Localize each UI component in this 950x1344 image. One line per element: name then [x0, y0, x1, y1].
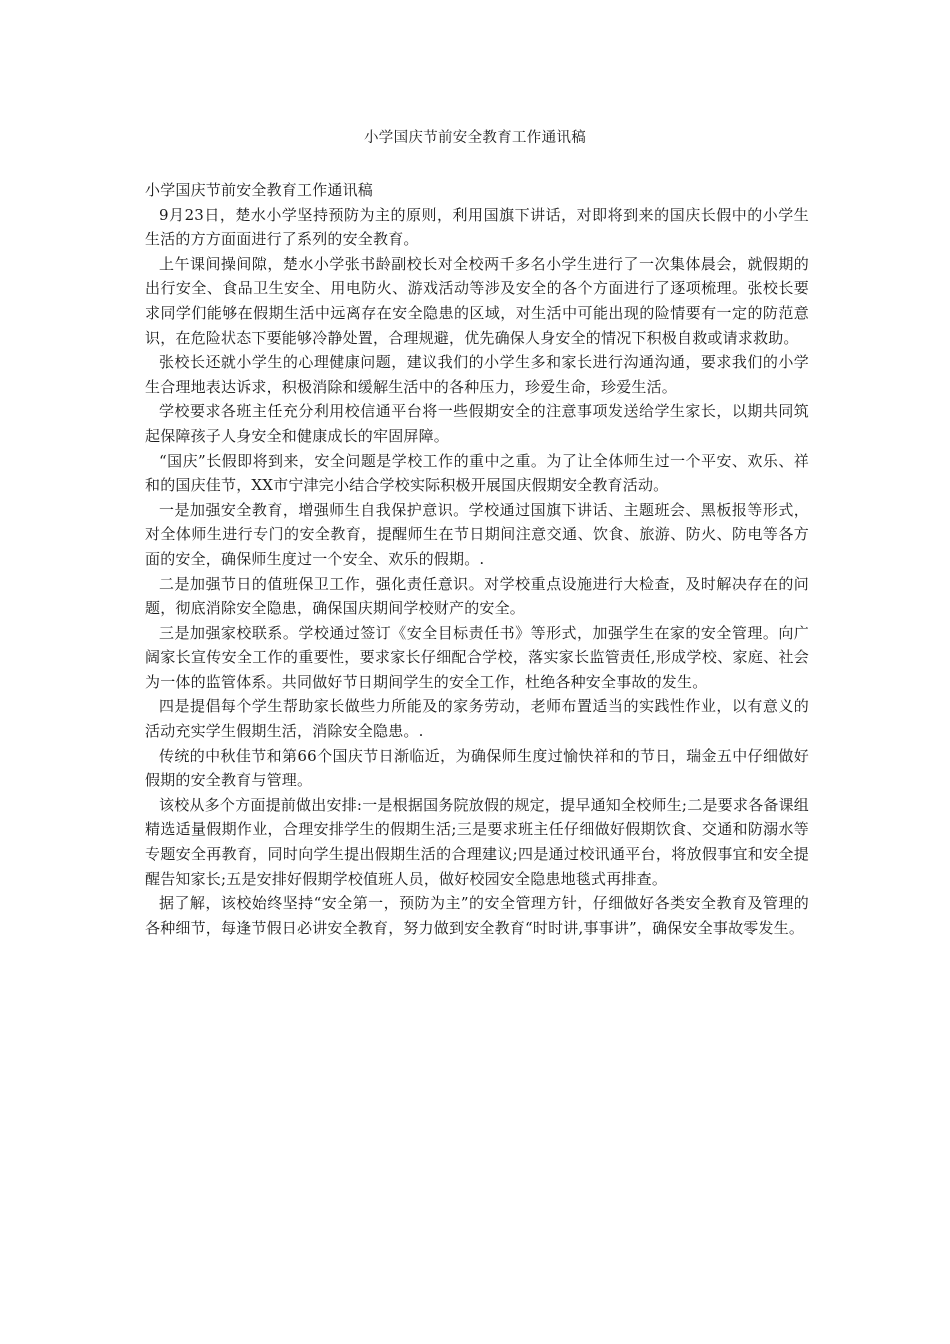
paragraph: 该校从多个方面提前做出安排:一是根据国务院放假的规定，提早通知全校师生;二是要求各备课组精选适量假期作业，合理安排学生的假期生活;三是要求班主任仔细做好假期饮食、交通和防溺水等专题安全再教育，同时向学生提出假期生活的合理建议;四是通过校讯通平台，将放假事宜和安全提醒告知家长;五是安排好假期学校值班人员，做好校园安全隐患地毯式再排查。 [145, 795, 809, 888]
paragraph: 四是提倡每个学生帮助家长做些力所能及的家务劳动，老师布置适当的实践性作业，以有意义的活动充实学生假期生活，消除安全隐患。. [145, 697, 809, 741]
document-title: 小学国庆节前安全教育工作通讯稿 [364, 130, 586, 146]
paragraph: 学校要求各班主任充分利用校信通平台将一些假期安全的注意事项发送给学生家长，以期共同筑起保障孩子人身安全和健康成长的牢固屏障。 [145, 402, 809, 445]
document-heading: 小学国庆节前安全教育工作通讯稿 [145, 181, 374, 199]
document-body [145, 178, 809, 940]
paragraph: 二是加强节日的值班保卫工作，强化责任意识。对学校重点设施进行大检查，及时解决存在的问题，彻底消除安全隐患，确保国庆期间学校财产的安全。 [145, 574, 809, 618]
paragraph: 三是加强家校联系。学校通过签订《安全目标责任书》等形式，加强学生在家的安全管理。向广阔家长宣传安全工作的重要性，要求家长仔细配合学校，落实家长监管责任,形成学校、家庭、社会为一体的监管体系。共同做好节日期间学生的安全工作，杜绝各种安全事故的发生。 [145, 623, 809, 691]
paragraph: 据了解，该校始终坚持“安全第一，预防为主”的安全管理方针，仔细做好各类安全教育及管理的各种细节，每逢节假日必讲安全教育，努力做到安全教育“时时讲,事事讲”，确保安全事故零发生。 [145, 894, 809, 937]
paragraph: 9月23日，楚水小学坚持预防为主的原则，利用国旗下讲话，对即将到来的国庆长假中的小学生生活的方方面面进行了系列的安全教育。 [145, 205, 809, 249]
paragraph: 上午课间操间隙，楚水小学张书龄副校长对全校两千多名小学生进行了一次集体晨会，就假期的出行安全、食品卫生安全、用电防火、游戏活动等涉及安全的各个方面进行了逐项梳理。张校长要求同学们能够在假期生活中远离存在安全隐患的区域，对生活中可能出现的险情要有一定的防范意识，在危险状态下要能够冷静处置，合理规避，优先确保人身安全的情况下积极自救或请求救助。 [145, 254, 809, 347]
paragraph: “国庆”长假即将到来，安全问题是学校工作的重中之重。为了让全体师生过一个平安、欢乐、祥和的国庆佳节，XX市宁津完小结合学校实际积极开展国庆假期安全教育活动。 [145, 451, 809, 495]
paragraph: 张校长还就小学生的心理健康问题，建议我们的小学生多和家长进行沟通沟通，要求我们的小学生合理地表达诉求，积极消除和缓解生活中的各种压力，珍爱生命，珍爱生活。 [145, 353, 809, 396]
paragraph: 传统的中秋佳节和第66个国庆节日渐临近，为确保师生度过愉快祥和的节日，瑞金五中仔细做好假期的安全教育与管理。 [145, 746, 809, 790]
paragraph: 一是加强安全教育，增强师生自我保护意识。学校通过国旗下讲话、主题班会、黑板报等形式，对全体师生进行专门的安全教育，提醒师生在节日期间注意交通、饮食、旅游、防火、防电等各方面的安全，确保师生度过一个安全、欢乐的假期。. [145, 500, 809, 568]
